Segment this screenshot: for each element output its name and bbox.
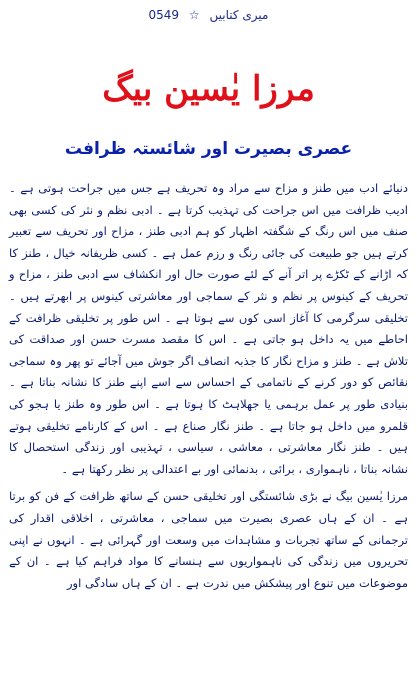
paragraph-2: مرزا یٰسین بیگ نے بڑی شائستگی اور تخلیقی حسن کے ساتھ ظرافت کے فن کو برتا ہے ۔ ان کے ہاں عصری بصیرت میں سماجی ، معاشرتی ، اخلاقی اقدار کی ترجمانی کے ساتھ تجربات و مشاہدات میں وسعت اور گہرائی ہے ۔ انہوں نے اپنی تحریروں میں زندگی کی ناہمواریوں سے ہنسانے کا مواد فراہم کیا ہے ۔ ان کے موضوعات میں تنوع اور پیشکش میں ندرت ہے ۔ ان کے ہاں سادگی اور [9, 489, 408, 590]
series-header [0, 8, 417, 22]
article-body [9, 178, 408, 600]
page-subtitle: عصری بصیرت اور شائستہ ظرافت [64, 139, 353, 159]
star-icon: ☆ [188, 8, 200, 22]
book-number: 0549 [148, 8, 180, 22]
paragraph-1: دنیائے ادب میں طنز و مزاح سے مراد وہ تحریف ہے جس میں جراحت ہوتی ہے ۔ ادیب ظرافت میں اس جراحت کی تہذیب کرتا ہے ۔ ادبی نظم و نثر کی کسی بھی صنف میں اس رنگ کے شگفتہ اظہار کو ہم ادبی طنز ، مزاح اور تحریف سے تعبیر کرتے ہیں جو طبیعت کی جائی رنگ و رزم عمل ہے ۔ کسی ظریفانہ خیال ، طنز کا کہ اڑانے کے ٹکڑے پر اتر آنے کے لئے صورت حال اور انکشاف سے ادبی طنز ، مزاح و تحریف کے کینوس پر نظم و نثر کے سماجی اور معاشرتی کینوس پر ابھرتے ہیں ۔ تخلیقی سرگرمی کا آغاز اسی کوں سے ہوتا ہے ۔ اس طور پر تخلیقی ظرافت کے احاطے میں یہ داخل ہو جاتی ہے ۔ اس کا مقصد مسرت حسن اور صداقت کی تلاش ہے ۔ طنز و مزاح نگار کا جذبہ انصاف اگر جوش میں آجائے تو پھر وہ سماجی نقائص کو دور کرنے کے ناتمامی کے احساس سے اسے اپنے طنز کا نشانہ بناتا ہے ۔ بنیادی طور پر عمل برہمی یا جھلاہٹ کا ہوتا ہے ۔ اس طور وہ طنز یا ہجو کی قلمرو میں داخل ہو جاتا ہے ۔ طنز نگار صناع ہے ۔ اس کے کارنامے تخلیقی ہوتے ہیں ۔ طنز نگار معاشرتی ، معاشی ، سیاسی ، تہذیبی اور زندگی استحصال کا نشانہ بناتا ، ناہمواری ، برائی ، بدنمائی اور بے اعتدالی پر نظر رکھتا ہے ۔ [9, 181, 408, 476]
page-title: مرزا یٰسین بیگ [102, 69, 315, 109]
series-label: میری کتابیں [209, 8, 269, 22]
